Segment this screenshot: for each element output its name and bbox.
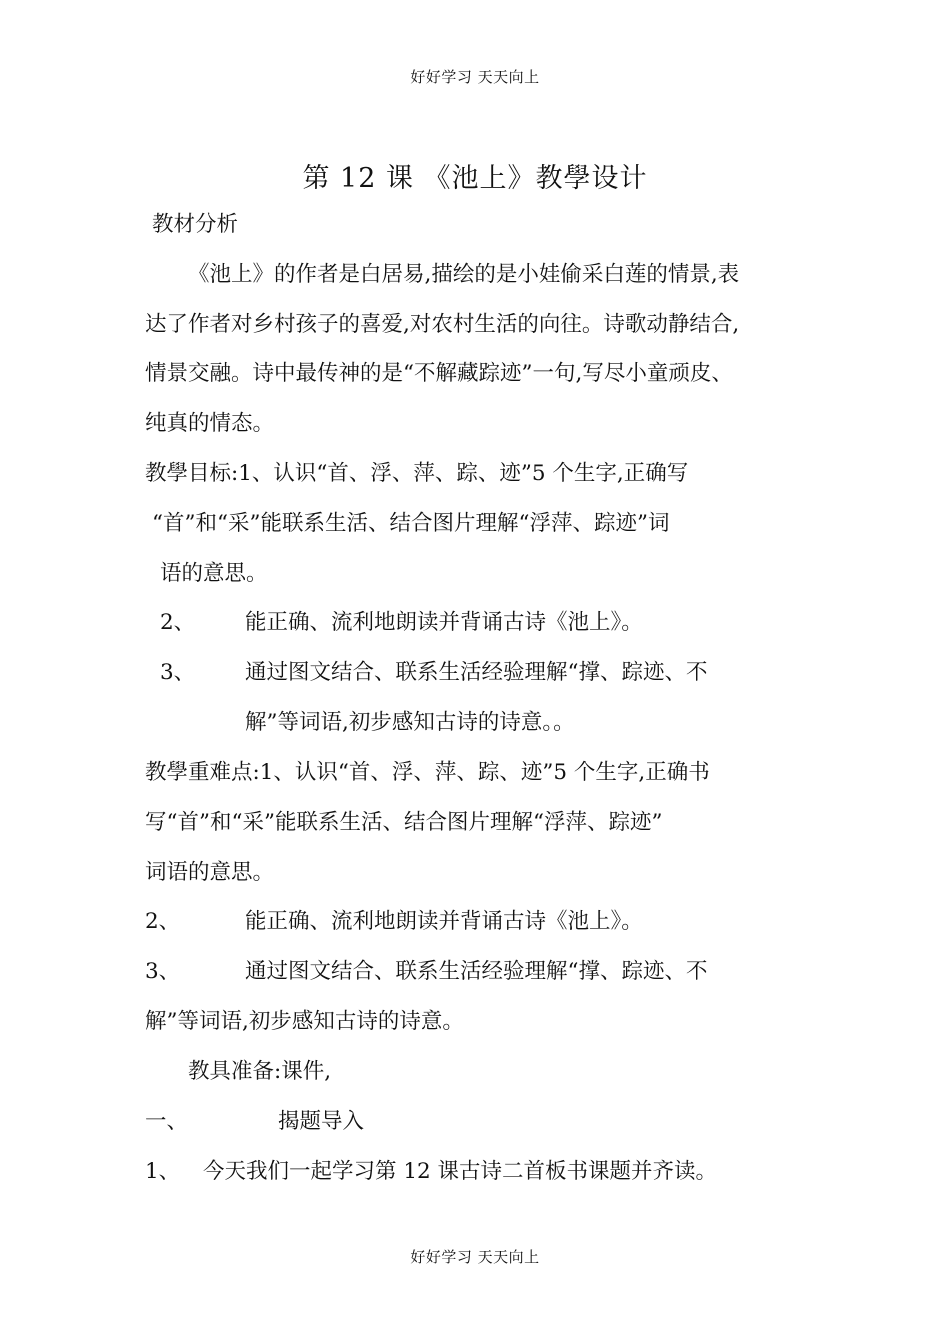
goals-line-3: 语的意思。 (160, 561, 268, 586)
goal-3-continuation: 解”等词语,初步感知古诗的诗意。。 (245, 710, 575, 735)
key-2-text: 能正确、流利地朗读并背诵古诗《池上》。 (245, 909, 643, 934)
step-1-title: 揭题导入 (278, 1109, 365, 1134)
step-1-number: 一、 (145, 1109, 189, 1134)
keypoints-line-1: 教學重难点:1、认识“首、浮、萍、踪、迹”5 个生字,正确书 (145, 760, 710, 785)
page-footer: 好好学习 天天向上 (410, 1248, 540, 1266)
goal-2-number: 2、 (160, 610, 196, 635)
goals-line-2: “首”和“采”能联系生活、结合图片理解“浮萍、踪迹”词 (152, 511, 670, 536)
tools-line: 教具准备:课件, (188, 1059, 332, 1084)
key-2-number: 2、 (145, 909, 181, 934)
analysis-heading: 教材分析 (152, 212, 239, 237)
step-1-1-number: 1、 (145, 1159, 181, 1184)
key-3-text: 通过图文结合、联系生活经验理解“撑、踪迹、不 (245, 959, 708, 984)
page-header: 好好学习 天天向上 (410, 68, 540, 86)
analysis-line-3: 情景交融。诗中最传神的是“不解藏踪迹”一句,写尽小童顽皮、 (145, 361, 733, 386)
goal-3-text: 通过图文结合、联系生活经验理解“撑、踪迹、不 (245, 660, 708, 685)
analysis-line-4: 纯真的情态。 (145, 411, 275, 436)
document-title: 第 12 课 《池上》教學设计 (302, 163, 648, 194)
analysis-line-2: 达了作者对乡村孩子的喜爱,对农村生活的向往。诗歌动静结合, (145, 312, 740, 337)
goal-3-number: 3、 (160, 660, 196, 685)
key-3-number: 3、 (145, 959, 181, 984)
keypoints-line-2: 写“首”和“采”能联系生活、结合图片理解“浮萍、踪迹” (145, 810, 663, 835)
keypoints-line-3: 词语的意思。 (145, 860, 275, 885)
analysis-line-1: 《池上》的作者是白居易,描绘的是小娃偷采白莲的情景,表 (188, 262, 740, 287)
goal-2-text: 能正确、流利地朗读并背诵古诗《池上》。 (245, 610, 643, 635)
key-3-continuation: 解”等词语,初步感知古诗的诗意。 (145, 1009, 464, 1034)
goals-line-1: 教學目标:1、认识“首、浮、萍、踪、迹”5 个生字,正确写 (145, 461, 689, 486)
step-1-1-text: 今天我们一起学习第 12 课古诗二首板书课题并齐读。 (203, 1159, 718, 1184)
